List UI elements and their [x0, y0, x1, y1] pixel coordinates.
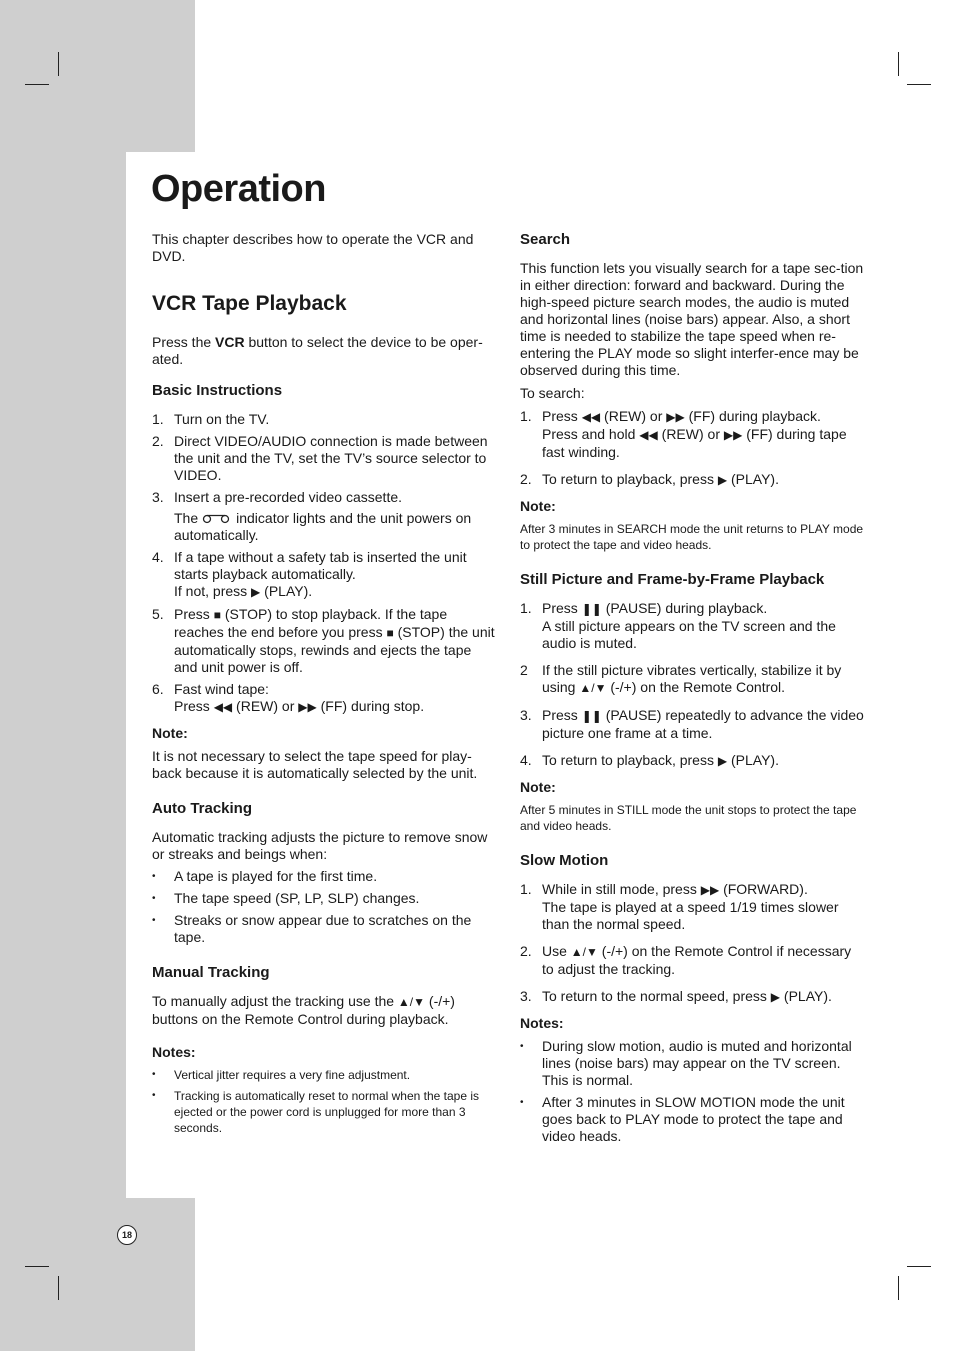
list-item: 4. To return to playback, press ▶ (PLAY). [520, 752, 779, 768]
page-title: Operation [151, 168, 326, 210]
section-heading-vcr: VCR Tape Playback [152, 292, 347, 315]
crop-mark [898, 52, 899, 76]
notes-label: Notes: [152, 1044, 196, 1060]
list-item: • A tape is played for the first time. [152, 868, 378, 884]
margin-band-bottom [0, 1198, 195, 1351]
note-text: After 3 minutes in SEARCH mode the unit returns to PLAY mode to protect the tape and video heads. [520, 522, 864, 552]
list-item: 2. Use ▲/▼ (-/+) on the Remote Control if necessary to adjust the tracking. [520, 943, 852, 977]
rewind-icon: ◀◀ [639, 428, 658, 442]
stop-icon: ■ [386, 626, 394, 640]
list-item: 2. Direct VIDEO/AUDIO connection is made between the unit and the TV, set the TV’s source selector to VIDEO. [152, 433, 488, 483]
crop-mark [58, 1276, 59, 1300]
to-search-label: To search: [520, 385, 585, 401]
chapter-intro: This chapter describes how to operate the VCR and DVD. [152, 231, 474, 264]
basic-instructions-list [152, 411, 498, 716]
list-item: 1. Turn on the TV. [152, 411, 270, 427]
heading-basic-instructions: Basic Instructions [152, 382, 283, 399]
play-icon: ▶ [717, 473, 728, 487]
list-item: 2. To return to playback, press ▶ (PLAY). [520, 471, 779, 487]
margin-band-top [0, 0, 195, 152]
search-intro: This function lets you visually search for a tape sec-tion in either direction: forward and backward. During the high-speed picture search modes, the audio is muted and horizontal lines (noise bars) appear. Also, a short time is needed to stabilize the tape speed when re-entering the PLAY mode so slight interfer-ence may be observed during this time. [520, 260, 864, 378]
list-item: • Streaks or snow appear due to scratches on the tape. [152, 912, 472, 945]
fast-forward-icon: ▶▶ [700, 883, 720, 897]
list-item: 5. Press ■ (STOP) to stop playback. If the tape reaches the end before you press ■ (STOP) the unit automatically stops, rewinds and ejects the tape and unit power is off. [152, 606, 495, 675]
fast-forward-icon: ▶▶ [666, 410, 685, 424]
crop-mark [907, 1266, 931, 1267]
stop-icon: ■ [213, 608, 221, 622]
up-down-arrows-icon: ▲/▼ [570, 945, 598, 959]
play-icon: ▶ [717, 754, 728, 768]
list-item: 4. If a tape without a safety tab is inserted the unit starts playback automatically. If not, press ▶ (PLAY). [152, 549, 467, 599]
margin-band-left [0, 152, 126, 1198]
notes-label: Notes: [520, 1015, 564, 1031]
list-item: 3. To return to the normal speed, press ▶ (PLAY). [520, 988, 832, 1004]
rewind-icon: ◀◀ [581, 410, 601, 424]
vcr-button-label: VCR [215, 334, 245, 350]
heading-slow-motion: Slow Motion [520, 852, 609, 869]
heading-manual-tracking: Manual Tracking [152, 964, 270, 981]
auto-tracking-intro: Automatic tracking adjusts the picture to remove snow or streaks and beings when: [152, 829, 488, 862]
heading-still-picture: Still Picture and Frame-by-Frame Playback [520, 571, 825, 588]
vcr-select-text: Press the VCR button to select the device to be oper-ated. [152, 334, 483, 367]
pause-icon: ❚❚ [581, 602, 602, 616]
note-text: It is not necessary to select the tape speed for play-back because it is automatically selected by the unit. [152, 748, 478, 781]
crop-mark [25, 1266, 49, 1267]
list-item: • After 3 minutes in SLOW MOTION mode the unit goes back to PLAY mode to protect the tape and video heads. [520, 1094, 845, 1144]
note-text: After 5 minutes in STILL mode the unit stops to protect the tape and video heads. [520, 803, 857, 833]
heading-auto-tracking: Auto Tracking [152, 800, 253, 817]
play-icon: ▶ [251, 585, 261, 599]
list-item: 1. While in still mode, press ▶▶ (FORWARD). The tape is played at a speed 1/19 times slower than the normal speed. [520, 881, 839, 932]
list-item: 3. Insert a pre-recorded video cassette. The indicator lights and the unit powers on automatically. [152, 489, 472, 543]
cassette-indicator-icon [202, 514, 230, 524]
crop-mark [898, 1276, 899, 1300]
page-number: 18 [117, 1225, 137, 1245]
fast-forward-icon: ▶▶ [298, 700, 317, 714]
up-down-arrows-icon: ▲/▼ [579, 681, 607, 695]
crop-mark [58, 52, 59, 76]
note-label: Note: [520, 498, 556, 514]
left-column [152, 231, 498, 1141]
note-label: Note: [152, 725, 188, 741]
heading-search: Search [520, 231, 571, 248]
note-label: Note: [520, 779, 556, 795]
list-item: 1. Press ◀◀ (REW) or ▶▶ (FF) during playback. Press and hold ◀◀ (REW) or ▶▶ (FF) during tape fast winding. [520, 408, 847, 460]
up-down-arrows-icon: ▲/▼ [397, 995, 426, 1009]
list-item: • The tape speed (SP, LP, SLP) changes. [152, 890, 420, 906]
right-column [520, 231, 866, 1150]
list-item: 1. Press ❚❚ (PAUSE) during playback. A still picture appears on the TV screen and the audio is muted. [520, 600, 836, 651]
pause-icon: ❚❚ [581, 709, 602, 723]
list-item: • Tracking is automatically reset to normal when the tape is ejected or the power cord is unplugged for more than 3 seconds. [152, 1089, 480, 1135]
rewind-icon: ◀◀ [213, 700, 233, 714]
list-item: • Vertical jitter requires a very fine adjustment. [152, 1068, 411, 1082]
fast-forward-icon: ▶▶ [723, 428, 743, 442]
list-item: • During slow motion, audio is muted and horizontal lines (noise bars) may appear on the TV screen. This is normal. [520, 1038, 852, 1088]
crop-mark [907, 84, 931, 85]
list-item: 3. Press ❚❚ (PAUSE) repeatedly to advance the video picture one frame at a time. [520, 707, 864, 741]
crop-mark [25, 84, 49, 85]
list-item: 6. Fast wind tape: Press ◀◀ (REW) or ▶▶ (FF) during stop. [152, 681, 425, 714]
play-icon: ▶ [770, 990, 781, 1004]
manual-tracking-text: To manually adjust the tracking use the ▲/▼ (-/+) buttons on the Remote Control during playback. [152, 993, 455, 1027]
list-item: 2 If the still picture vibrates vertically, stabilize it by using ▲/▼ (-/+) on the Remote Control. [520, 662, 842, 695]
